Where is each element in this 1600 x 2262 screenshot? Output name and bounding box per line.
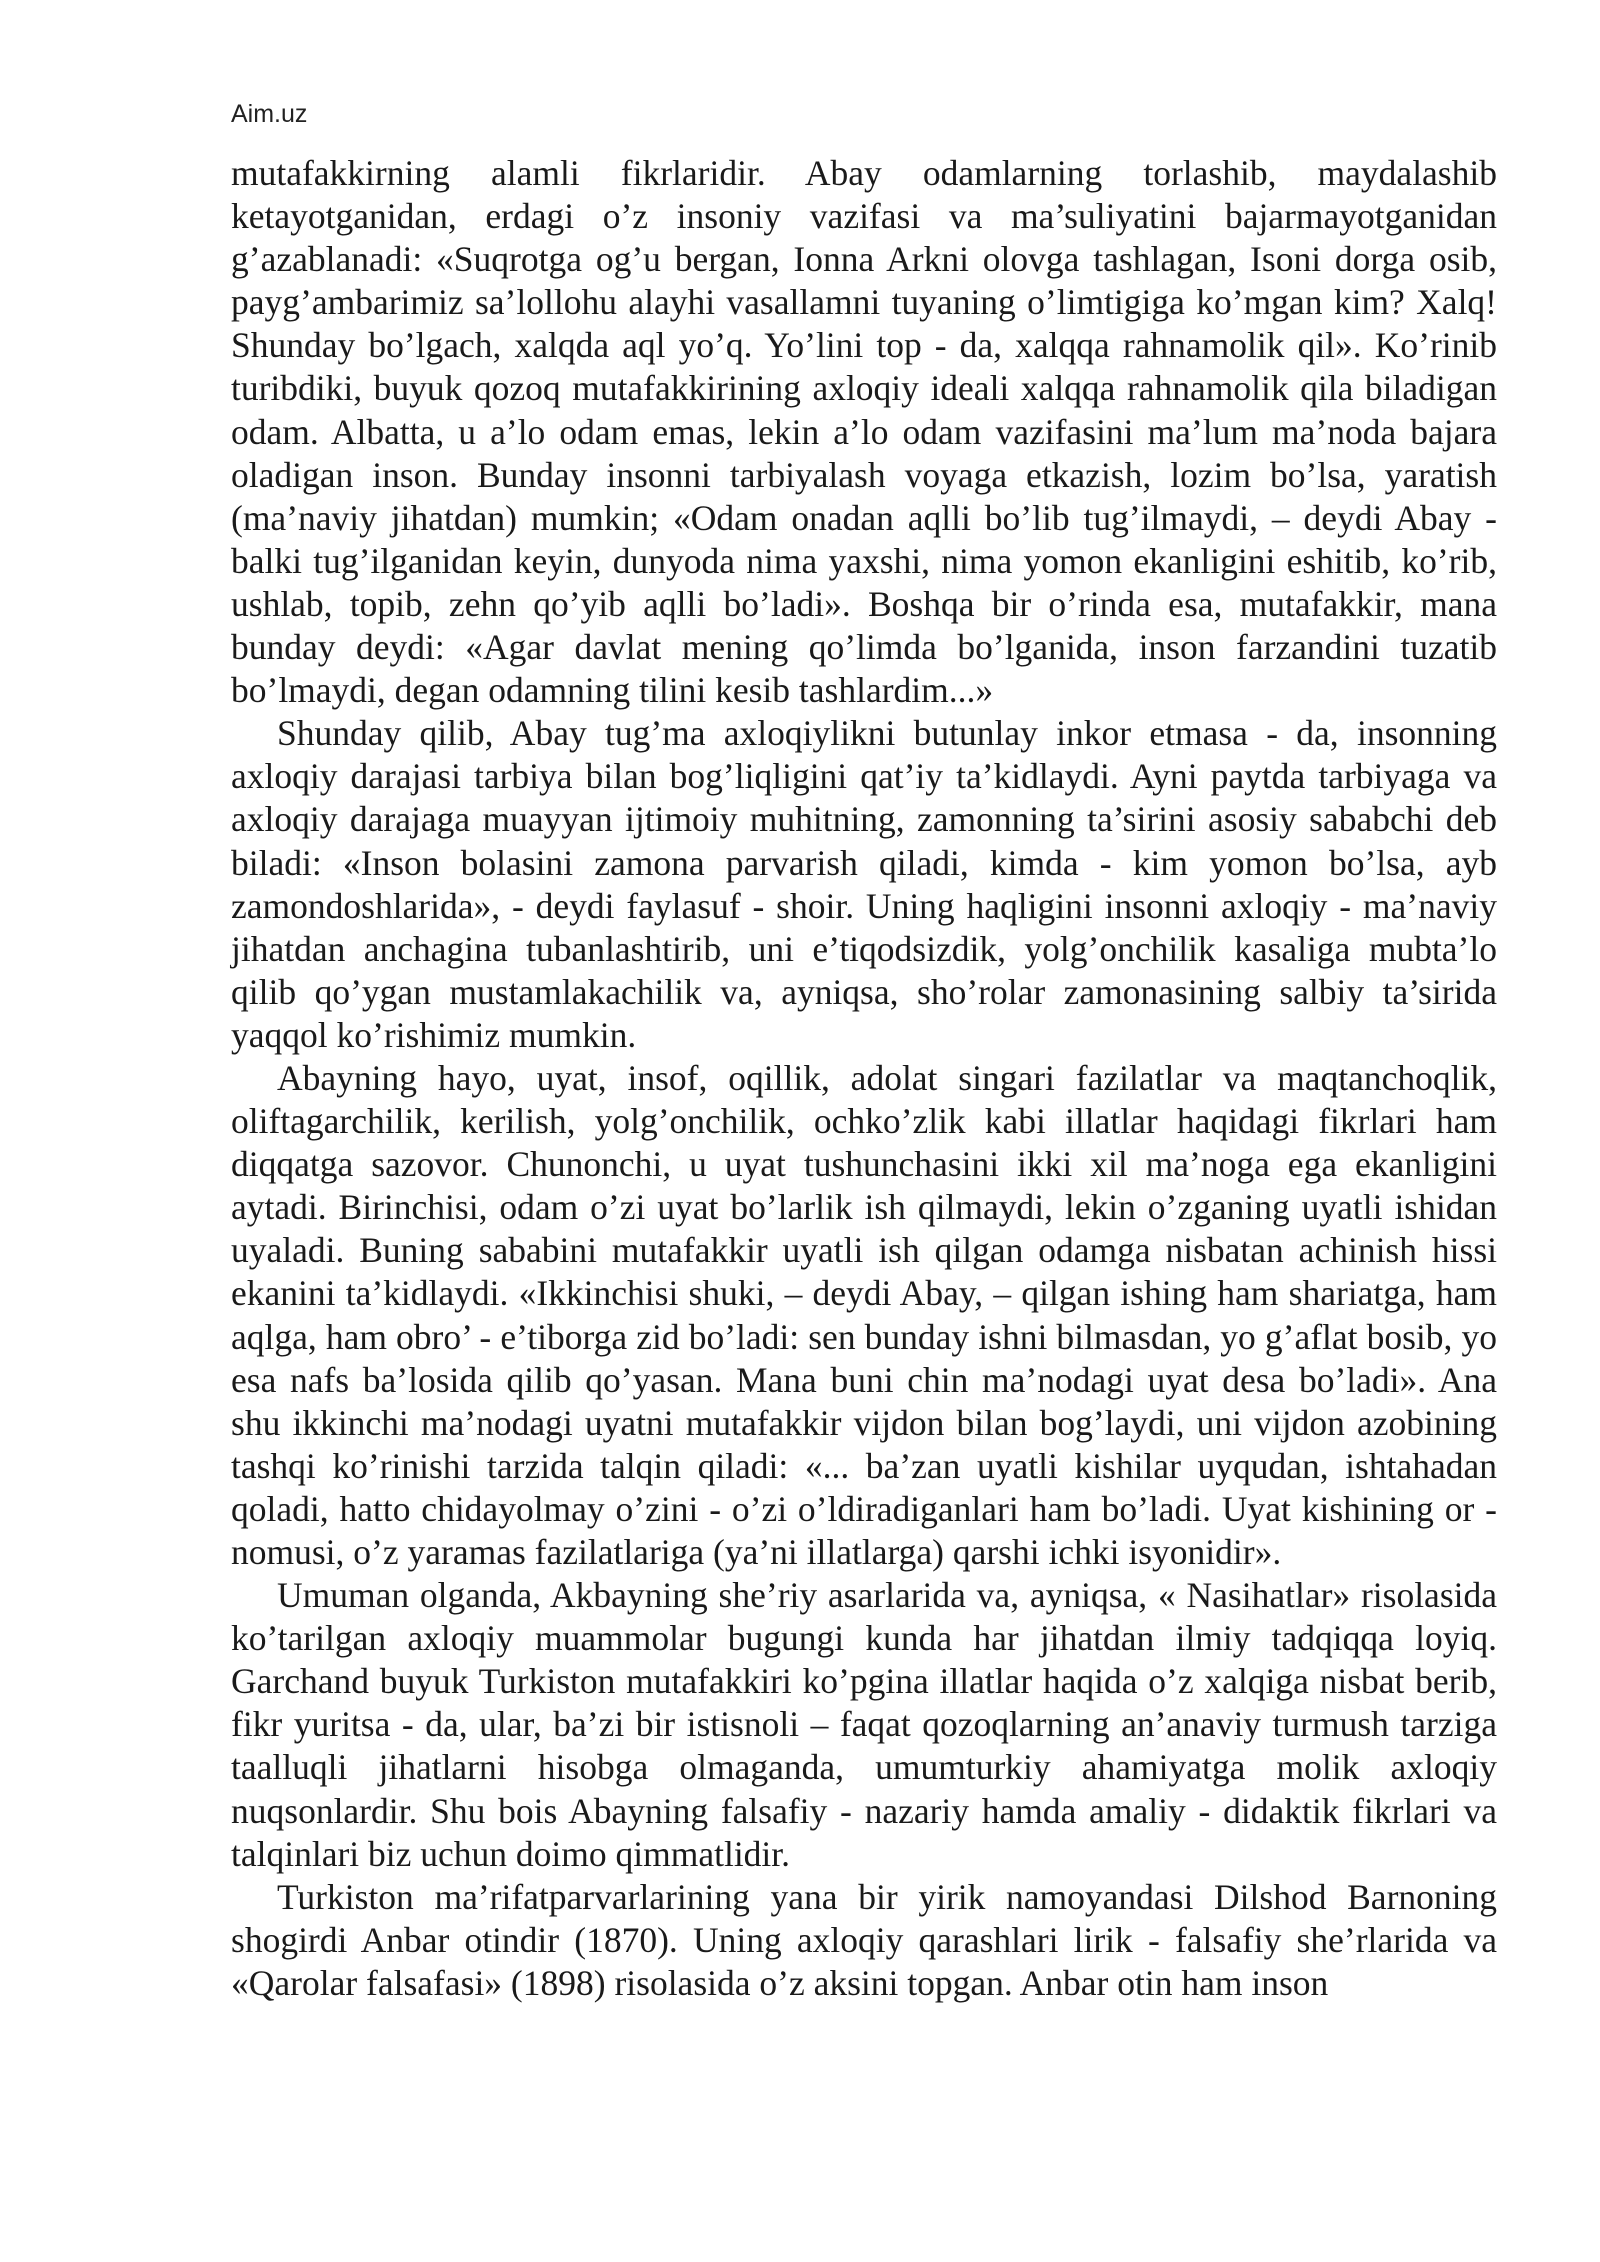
paragraph-continuation: mutafakkirning alamli fikrlaridir. Abay odamlarning torlashib, maydalashib ketayotganidan, erdagi o’z insoniy vazifasi va ma’suliyatini bajarmayotganidan g’azablanadi: «Suqrotga og’u bergan, Ionna Arkni olovga tashlagan, Isoni dorga osib, payg’ambarimiz sa’lollohu alayhi vasallamni tuyaning o’limtigiga ko’mgan kim? Xalq! Shunday bo’lgach, xalqda aql yo’q. Yo’lini top - da, xalqqa rahnamolik qil». Ko’rinib turibdiki, buyuk qozoq mutafakkirining axloqiy ideali xalqqa rahnamolik qila biladigan odam. Albatta, u a’lo odam emas, lekin a’lo odam vazifasini ma’lum ma’noda bajara oladigan inson. Bunday insonni tarbiyalash voyaga etkazish, lozim bo’lsa, yaratish (ma’naviy jihatdan) mumkin; «Odam onadan aqlli bo’lib tug’ilmaydi, – deydi Abay - balki tug’ilganidan keyin, dunyoda nima yaxshi, nima yomon ekanligini eshitib, ko’rib, ushlab, topib, zehn qo’yib aqlli bo’ladi». Boshqa bir o’rinda esa, mutafakkir, mana bunday deydi: «Agar davlat mening qo’limda bo’lganida, inson farzandini tuzatib bo’lmaydi, degan odamning tilini kesib tashlardim...»	[231, 153, 1497, 711]
paragraph: Umuman olganda, Akbayning she’riy asarlarida va, ayniqsa, « Nasihatlar» risolasida ko’tarilgan axloqiy muammolar bugungi kunda har jihatdan ilmiy tadqiqqa loyiq. Garchand buyuk Turkiston mutafakkiri ko’pgina illatlar haqida o’z xalqiga nisbat berib, fikr yuritsa - da, ular, ba’zi bir istisnoli – faqat qozoqlarning an’anaviy turmush tarziga taalluqli jihatlarni hisobga olmaganda, umumturkiy ahamiyatga molik axloqiy nuqsonlardir. Shu bois Abayning falsafiy - nazariy hamda amaliy - didaktik fikrlari va talqinlari biz uchun doimo qimmatlidir.	[231, 1575, 1497, 1874]
paragraph: Shunday qilib, Abay tug’ma axloqiylikni butunlay inkor etmasa - da, insonning axloqiy darajasi tarbiya bilan bog’liqligini qat’iy ta’kidlaydi. Ayni paytda tarbiyaga va axloqiy darajaga muayyan ijtimoiy muhitning, zamonning ta’sirini asosiy sababchi deb biladi: «Inson bolasini zamona parvarish qiladi, kimda - kim yomon bo’lsa, ayb zamondoshlarida», - deydi faylasuf - shoir. Uning haqligini insonni axloqiy - ma’naviy jihatdan anchagina tubanlashtirib, uni e’tiqodsizdik, yolg’onchilik kasaliga mubta’lo qilib qo’ygan mustamlakachilik va, ayniqsa, sho’rolar zamonasining salbiy ta’sirida yaqqol ko’rishimiz mumkin.	[231, 713, 1497, 1055]
page-header-site-name: Aim.uz	[231, 100, 308, 128]
paragraph: Abayning hayo, uyat, insof, oqillik, adolat singari fazilatlar va maqtanchoqlik, oliftagarchilik, kerilish, yolg’onchilik, ochko’zlik kabi illatlar haqidagi fikrlari ham diqqatga sazovor. Chunonchi, u uyat tushunchasini ikki xil ma’noga ega ekanligini aytadi. Birinchisi, odam o’zi uyat bo’larlik ish qilmaydi, lekin o’zganing uyatli ishidan uyaladi. Buning sababini mutafakkir uyatli ish qilgan odamga nisbatan achinish hissi ekanini ta’kidlaydi. «Ikkinchisi shuki, – deydi Abay, – qilgan ishing ham shariatga, ham aqlga, ham obro’ - e’tiborga zid bo’ladi: sen bunday ishni bilmasdan, yo g’aflat bosib, yo esa nafs ba’losida qilib qo’yasan. Mana buni chin ma’nodagi uyat desa bo’ladi». Ana shu ikkinchi ma’nodagi uyatni mutafakkir vijdon bilan bog’laydi, uni vijdon azobining tashqi ko’rinishi tarzida talqin qiladi: «... ba’zan uyatli kishilar uyqudan, ishtahadan qoladi, hatto chidayolmay o’zini - o’zi o’ldiradiganlari ham bo’ladi. Uyat kishining or - nomusi, o’z yaramas fazilatlariga (ya’ni illatlarga) qarshi ichki isyonidir».	[231, 1057, 1497, 1572]
paragraph: Turkiston ma’rifatparvarlarining yana bir yirik namoyandasi Dilshod Barnoning shogirdi Anbar otindir (1870). Uning axloqiy qarashlari lirik - falsafiy she’rlarida va «Qarolar falsafasi» (1898) risolasida o’z aksini topgan. Anbar otin ham inson	[231, 1876, 1497, 2003]
document-body	[231, 152, 1497, 2005]
